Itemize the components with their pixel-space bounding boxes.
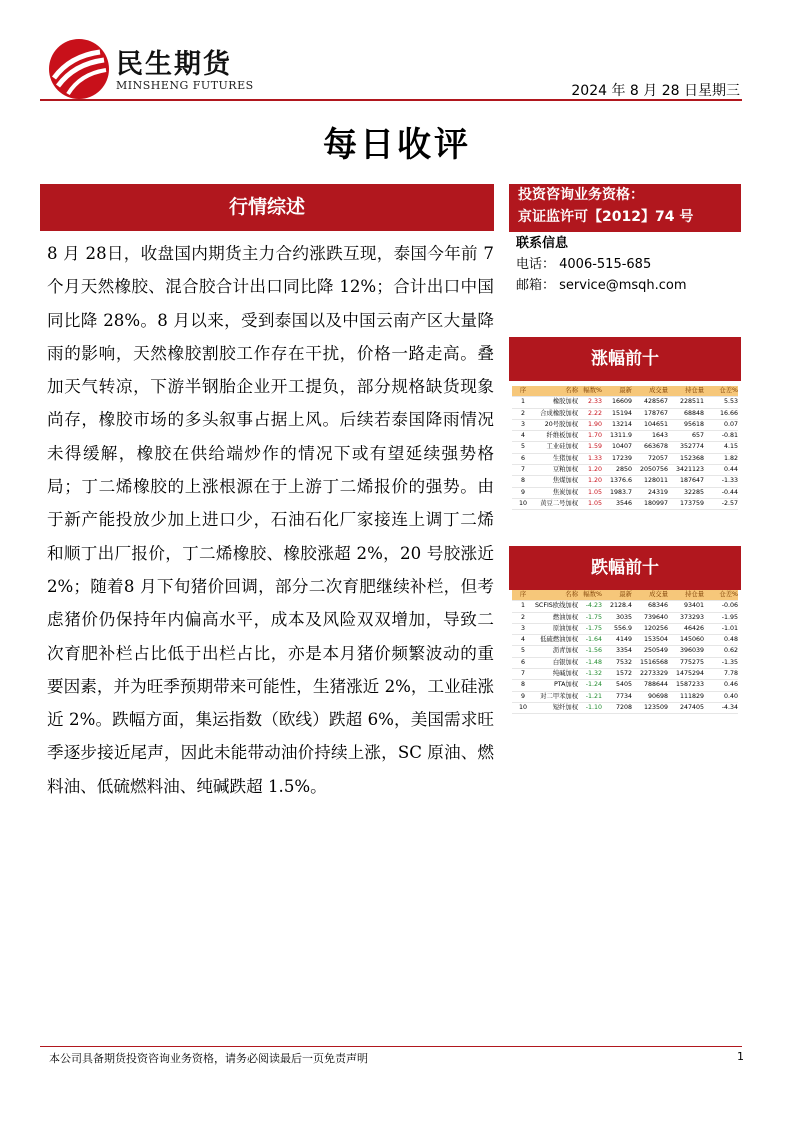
table-row (512, 612, 738, 623)
table-cell: -1.75 (578, 612, 602, 623)
company-logo (48, 38, 110, 100)
table-header-cell: 最新 (602, 590, 632, 601)
table-cell: 0.44 (704, 465, 738, 476)
table-cell: 90698 (632, 691, 668, 702)
table-cell: 对二甲苯加权 (534, 691, 578, 702)
table-cell: 0.07 (704, 419, 738, 430)
table-cell: -1.48 (578, 657, 602, 668)
table-cell: 1572 (602, 669, 632, 680)
table-cell: 24319 (632, 487, 668, 498)
table-cell: 5405 (602, 680, 632, 691)
table-cell: 396039 (668, 646, 704, 657)
table-cell: 111829 (668, 691, 704, 702)
table-cell: SCFIS欧线加权 (534, 601, 578, 612)
table-cell: 1.90 (578, 419, 602, 430)
table-header-cell: 持仓量 (668, 590, 704, 601)
table-cell: 工业硅加权 (534, 442, 578, 453)
table-cell: 1643 (632, 431, 668, 442)
table-row (512, 408, 738, 419)
table-header-cell: 仓差% (704, 386, 738, 397)
table-cell: 153504 (632, 635, 668, 646)
table-cell: 1.82 (704, 453, 738, 464)
table-cell: 3546 (602, 498, 632, 509)
table-cell: 6 (512, 453, 534, 464)
table-cell: 纯碱加权 (534, 669, 578, 680)
table-cell: 3035 (602, 612, 632, 623)
table-cell: 沥青加权 (534, 646, 578, 657)
losers-title: 跌幅前十 (509, 546, 741, 590)
table-cell: 1.05 (578, 498, 602, 509)
table-cell: 1983.7 (602, 487, 632, 498)
table-cell: -1.01 (704, 623, 738, 634)
table-row (512, 442, 738, 453)
table-cell: 生猪加权 (534, 453, 578, 464)
table-header-cell: 成交量 (632, 386, 668, 397)
qualification-line-2: 京证监许可【2012】74 号 (518, 209, 694, 225)
table-cell: 1516568 (632, 657, 668, 668)
footer-disclaimer: 本公司具备期货投资咨询业务资格，请务必阅读最后一页免责声明 (49, 1052, 368, 1065)
table-row (512, 623, 738, 634)
table-row (512, 465, 738, 476)
company-name-en: MINSHENG FUTURES (116, 79, 254, 92)
contact-phone: 电话： 4006-515-685 (516, 257, 652, 272)
qualification-banner (509, 184, 741, 232)
table-cell: 2 (512, 408, 534, 419)
table-cell: 纤维板加权 (534, 431, 578, 442)
table-cell: 8 (512, 476, 534, 487)
table-cell: -1.56 (578, 646, 602, 657)
table-cell: 9 (512, 691, 534, 702)
table-cell: 10 (512, 498, 534, 509)
table-cell: 6 (512, 657, 534, 668)
page-number: 1 (737, 1050, 744, 1063)
table-cell: 556.9 (602, 623, 632, 634)
table-cell: -1.75 (578, 623, 602, 634)
table-cell: 1587233 (668, 680, 704, 691)
table-header-cell: 持仓量 (668, 386, 704, 397)
table-cell: 7734 (602, 691, 632, 702)
table-cell: 1.70 (578, 431, 602, 442)
table-row (512, 657, 738, 668)
table-cell: 1.33 (578, 453, 602, 464)
table-cell: 1311.9 (602, 431, 632, 442)
table-cell: 2.22 (578, 408, 602, 419)
table-row (512, 691, 738, 702)
market-overview-text: 8 月 28日，收盘国内期货主力合约涨跌互现，泰国今年前 7 个月天然橡胶、混合胶合计出口同比降 12%；合计出口中国同比降 28%。8 月以来，受到泰国以及中国云南产区大量降雨的影响，天然橡胶割胶工作存在干扰，价格一路走高。叠加天气转凉，下游半钢胎企业开工提负，部分规格缺货现象尚存，橡胶市场的多头叙事占据上风。后续若泰国降雨情况未得缓解，橡胶在供给端炒作的情况下或有望延续强势格局；丁二烯橡胶的上涨根源在于上游丁二烯报价的强势。由于新产能投放少加上进口少，石油石化厂家接连上调丁二烯和顺丁出厂报价，丁二烯橡胶、橡胶涨超 2%，20 号胶涨近 2%；随着8 月下旬猪价回调，部分二次育肥继续补栏，但考虑猪价仍保持年内偏高水平，成本及风险双双增加，导致二次育肥补栏占比低于出栏占比，亦是本月猪价频繁波动的重要因素，并为旺季预期带来可能性，生猪涨近 2%，工业硅涨近 2%。跌幅方面，集运指数（欧线）跌超 6%，美国需求旺季逐步接近尾声，因此未能带动油价持续上涨，SC 原油、燃料油、低硫燃料油、纯碱跌超 1.5%。 (47, 244, 494, 796)
table-cell: 3421123 (668, 465, 704, 476)
table-cell: 10407 (602, 442, 632, 453)
table-cell: 128011 (632, 476, 668, 487)
table-header-cell: 名称 (534, 590, 578, 601)
table-header-cell: 仓差% (704, 590, 738, 601)
table-cell: 0.46 (704, 680, 738, 691)
table-cell: 燃油加权 (534, 612, 578, 623)
contact-info (516, 233, 687, 296)
table-cell: 2273329 (632, 669, 668, 680)
table-cell: -1.33 (704, 476, 738, 487)
table-cell: 145060 (668, 635, 704, 646)
table-cell: 2128.4 (602, 601, 632, 612)
table-cell: 豆粕加权 (534, 465, 578, 476)
table-cell: 3354 (602, 646, 632, 657)
table-cell: 3 (512, 623, 534, 634)
table-cell: 46426 (668, 623, 704, 634)
table-cell: 123509 (632, 702, 668, 713)
table-cell: 1.05 (578, 487, 602, 498)
table-cell: 228511 (668, 397, 704, 408)
table-row (512, 601, 738, 612)
table-cell: 白银加权 (534, 657, 578, 668)
table-cell: 20号胶加权 (534, 419, 578, 430)
table-cell: 1.20 (578, 476, 602, 487)
table-cell: 250549 (632, 646, 668, 657)
table-cell: 68346 (632, 601, 668, 612)
footer-divider (40, 1046, 742, 1047)
table-cell: 16.66 (704, 408, 738, 419)
table-cell: -0.81 (704, 431, 738, 442)
table-cell: -1.35 (704, 657, 738, 668)
table-row (512, 635, 738, 646)
table-cell: 788644 (632, 680, 668, 691)
table-cell: -1.32 (578, 669, 602, 680)
table-cell: 橡胶加权 (534, 397, 578, 408)
table-cell: 黄豆二号加权 (534, 498, 578, 509)
table-cell: -4.23 (578, 601, 602, 612)
table-cell: 1475294 (668, 669, 704, 680)
table-cell: 3 (512, 419, 534, 430)
table-cell: 4 (512, 431, 534, 442)
table-cell: 5 (512, 442, 534, 453)
table-cell: 95618 (668, 419, 704, 430)
table-cell: 657 (668, 431, 704, 442)
table-row (512, 646, 738, 657)
page-title: 每日收评 (323, 125, 471, 165)
table-cell: 32285 (668, 487, 704, 498)
table-cell: 13214 (602, 419, 632, 430)
table-row (512, 702, 738, 713)
table-cell: 焦煤加权 (534, 476, 578, 487)
table-row (512, 397, 738, 408)
table-row (512, 419, 738, 430)
table-cell: 2.33 (578, 397, 602, 408)
table-cell: 428567 (632, 397, 668, 408)
table-cell: 187647 (668, 476, 704, 487)
table-cell: 2 (512, 612, 534, 623)
table-header-cell: 最新 (602, 386, 632, 397)
header-divider (40, 99, 742, 101)
table-cell: 4 (512, 635, 534, 646)
table-row (512, 453, 738, 464)
table-cell: 9 (512, 487, 534, 498)
table-cell: -1.24 (578, 680, 602, 691)
table-cell: 104651 (632, 419, 668, 430)
table-cell: 15194 (602, 408, 632, 419)
table-header-cell: 名称 (534, 386, 578, 397)
table-row (512, 487, 738, 498)
table-cell: 合成橡胶加权 (534, 408, 578, 419)
table-cell: -0.44 (704, 487, 738, 498)
table-cell: 0.62 (704, 646, 738, 657)
table-cell: 68848 (668, 408, 704, 419)
qualification-line-1: 投资咨询业务资格： (518, 187, 644, 203)
report-date: 2024 年 8 月 28 日星期三 (571, 83, 740, 99)
table-cell: 低硫燃油加权 (534, 635, 578, 646)
table-cell: 775275 (668, 657, 704, 668)
table-cell: -1.10 (578, 702, 602, 713)
table-cell: 17239 (602, 453, 632, 464)
table-cell: 1.59 (578, 442, 602, 453)
table-cell: 10 (512, 702, 534, 713)
table-cell: 原油加权 (534, 623, 578, 634)
table-cell: 663678 (632, 442, 668, 453)
table-cell: 4149 (602, 635, 632, 646)
table-cell: 1 (512, 397, 534, 408)
contact-email: 邮箱： service@msqh.com (516, 278, 687, 293)
table-cell: -1.95 (704, 612, 738, 623)
table-cell: 7208 (602, 702, 632, 713)
table-cell: 173759 (668, 498, 704, 509)
table-header-cell: 序 (512, 590, 534, 601)
table-header-cell: 幅数% (578, 386, 602, 397)
table-cell: 2050756 (632, 465, 668, 476)
table-cell: 16609 (602, 397, 632, 408)
gainers-title: 涨幅前十 (509, 337, 741, 381)
table-row (512, 431, 738, 442)
table-cell: 7532 (602, 657, 632, 668)
top-losers-table (512, 590, 738, 714)
table-header-cell: 成交量 (632, 590, 668, 601)
table-cell: 7.78 (704, 669, 738, 680)
table-cell: -4.34 (704, 702, 738, 713)
table-cell: -0.06 (704, 601, 738, 612)
table-cell: 739640 (632, 612, 668, 623)
table-cell: 120256 (632, 623, 668, 634)
table-cell: PTA加权 (534, 680, 578, 691)
table-cell: 93401 (668, 601, 704, 612)
table-cell: 373293 (668, 612, 704, 623)
contact-heading: 联系信息 (516, 236, 569, 251)
table-row (512, 669, 738, 680)
table-row (512, 476, 738, 487)
table-cell: -1.21 (578, 691, 602, 702)
table-cell: 1376.6 (602, 476, 632, 487)
table-cell: 7 (512, 669, 534, 680)
table-header-cell: 序 (512, 386, 534, 397)
table-cell: 7 (512, 465, 534, 476)
table-cell: 180997 (632, 498, 668, 509)
table-cell: 1 (512, 601, 534, 612)
table-cell: 5 (512, 646, 534, 657)
table-cell: 1.20 (578, 465, 602, 476)
table-row (512, 680, 738, 691)
table-cell: 短纤加权 (534, 702, 578, 713)
table-cell: 0.48 (704, 635, 738, 646)
table-cell: 5.53 (704, 397, 738, 408)
top-gainers-table (512, 386, 738, 510)
company-name-cn: 民生期货 (116, 49, 232, 80)
table-cell: 178767 (632, 408, 668, 419)
table-header-cell: 幅数% (578, 590, 602, 601)
table-row (512, 498, 738, 509)
table-cell: 0.40 (704, 691, 738, 702)
section-heading-market-overview: 行情综述 (40, 184, 494, 231)
table-cell: 4.15 (704, 442, 738, 453)
table-cell: -2.57 (704, 498, 738, 509)
table-cell: 焦炭加权 (534, 487, 578, 498)
table-cell: 352774 (668, 442, 704, 453)
table-cell: 2850 (602, 465, 632, 476)
table-cell: -1.64 (578, 635, 602, 646)
table-cell: 72057 (632, 453, 668, 464)
table-cell: 247405 (668, 702, 704, 713)
table-cell: 152368 (668, 453, 704, 464)
table-cell: 8 (512, 680, 534, 691)
